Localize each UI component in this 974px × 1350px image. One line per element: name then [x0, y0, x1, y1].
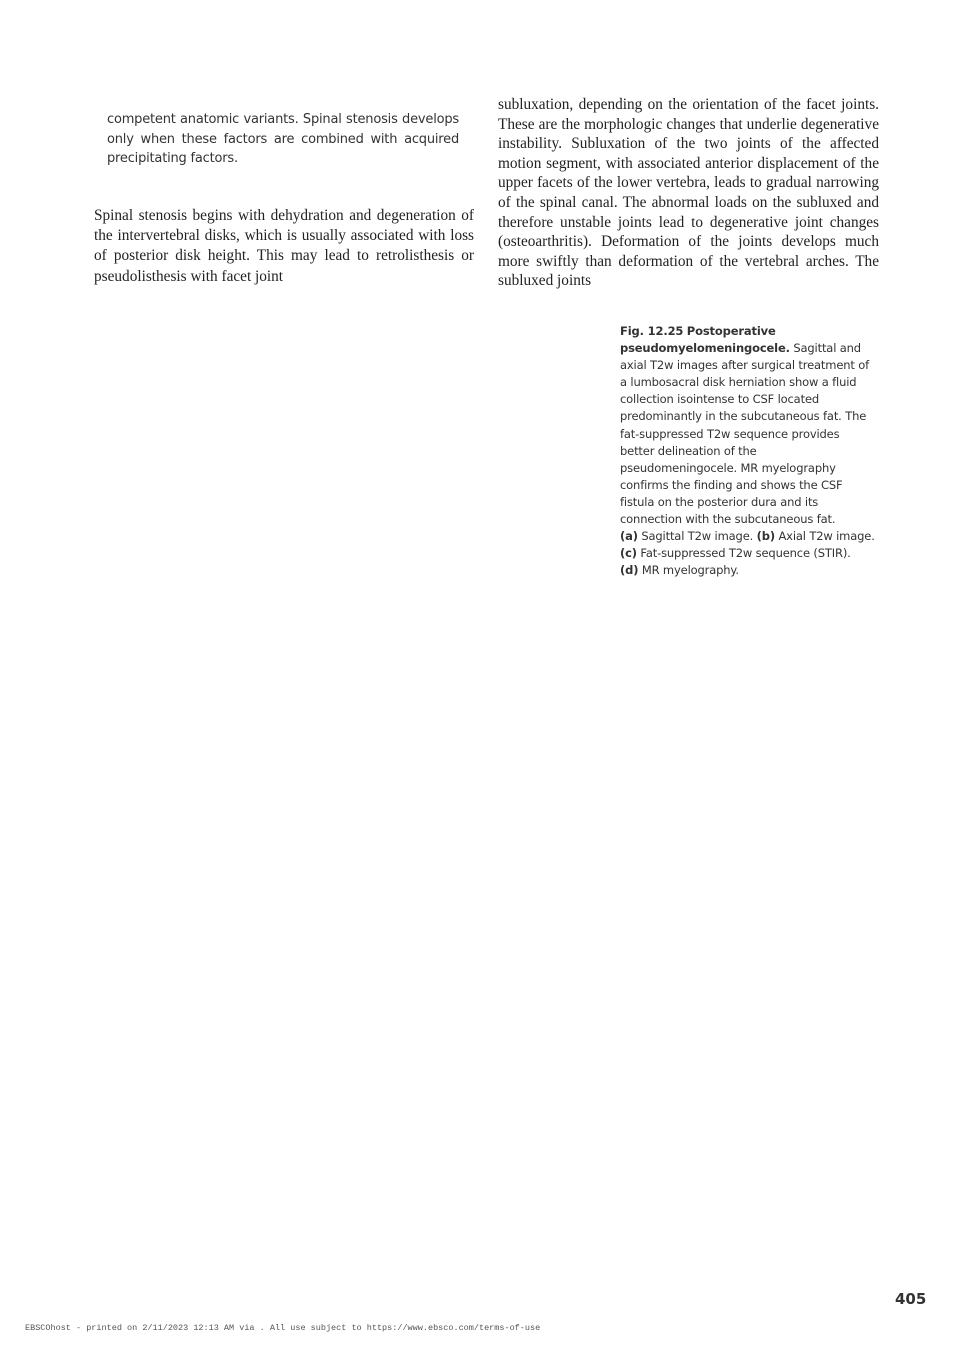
- figure-part-key: (a): [620, 529, 638, 544]
- figure-part-text: Sagittal T2w image.: [641, 529, 754, 544]
- figure-caption-heading: [620, 324, 869, 526]
- figure-part-text: MR myelography.: [641, 563, 739, 578]
- figure-label: Fig. 12.25: [620, 324, 684, 338]
- figure-part-text: Axial T2w image.: [778, 529, 875, 544]
- figure-caption: [620, 323, 875, 579]
- figure-part-key: (b): [756, 529, 775, 544]
- figure-parts-line-2: [620, 545, 872, 562]
- figure-part-key: (c): [620, 546, 637, 561]
- boxed-note-text: competent anatomic variants. Spinal stenosis develops only when these factors are combined with acquired precipitating factors.: [107, 112, 459, 166]
- page-number: 405: [895, 1290, 927, 1308]
- figure-part-key: (d): [620, 563, 639, 578]
- figure-parts-line-3: [620, 562, 872, 579]
- figure-title: Postoperative pseudomyelomeningocele.: [620, 324, 790, 356]
- figure-caption-body: Sagittal and axial T2w images after surgical treatment of a lumbosacral disk herniation show a fluid collection isointense to CSF located predominantly in the subcutaneous fat. The fat-suppressed T2w sequence provides better delineation of the pseudomeningocele. MR myelography confirms the finding and shows the CSF fistula on the posterior dura and its connection with the subcutaneous fat.: [620, 341, 870, 527]
- figure-part-text: Fat-suppressed T2w sequence (STIR).: [640, 546, 851, 561]
- body-paragraph-left: Spinal stenosis begins with dehydration and degeneration of the intervertebral disks, which is usually associated with loss of posterior disk height. This may lead to retrolisthesis or pseudolisthesis with facet joint: [94, 207, 474, 285]
- footer-note: EBSCOhost - printed on 2/11/2023 12:13 AM via . All use subject to https://www.ebsco.com/terms-of-use: [25, 1323, 541, 1333]
- figure-parts-line-1: [620, 528, 875, 545]
- body-paragraph-right: subluxation, depending on the orientation of the facet joints. These are the morphologic changes that underlie degenerative instability. Subluxation of the two joints of the affected motion segment, with associated anterior displacement of the upper facets of the lower vertebra, leads to gradual narrowing of the spinal canal. The abnormal loads on the subluxed and therefore unstable joints lead to degenerative joint changes (osteoarthritis). Deformation of the joints develops much more swiftly than deformation of the vertebral arches. The subluxed joints: [498, 96, 879, 290]
